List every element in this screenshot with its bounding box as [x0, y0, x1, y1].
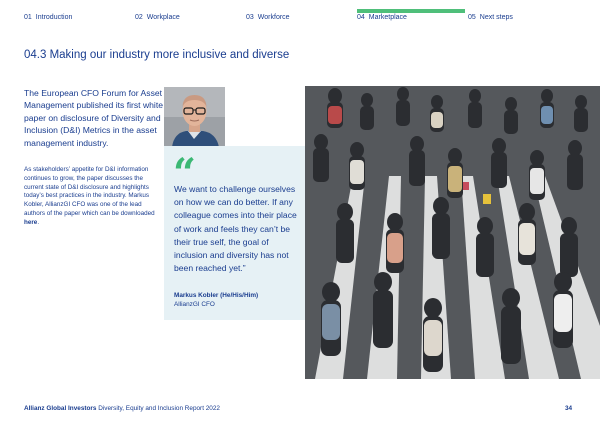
quote-text: We want to challenge ourselves on how we can do better. If any colleague comes into their place of work and feels they can’t be their true self, the goal of inclusion and diversity has not been reached yet.” — [174, 184, 297, 274]
portrait-illustration — [164, 87, 225, 147]
nav-num: 01 — [24, 14, 32, 21]
body-text: As stakeholders’ appetite for D&I information continues to grow, the paper discusses the current state of D&I disclosure and highlights today’s best practices in the industry. Markus Kobler, AllianzGI CFO was one of the lead authors of the paper which can be downloaded — [24, 166, 155, 217]
footer-report-title: Diversity, Equity and Inclusion Report 2022 — [98, 405, 220, 412]
active-section-indicator — [357, 9, 465, 13]
crowd-crossing-photo — [305, 86, 600, 379]
nav-label: Introduction — [35, 14, 73, 21]
quote-author-role: AllianzGI CFO — [174, 301, 215, 308]
portrait-photo — [164, 87, 225, 147]
page-number: 34 — [565, 405, 573, 412]
nav-item-marketplace[interactable] — [357, 14, 407, 21]
quote-mark-icon: “ — [173, 150, 197, 197]
nav-item-workforce[interactable] — [246, 14, 290, 21]
quote-author-name: Markus Kobler (He/His/Him) — [174, 292, 259, 299]
nav-num: 04 — [357, 14, 365, 21]
section-nav — [24, 14, 576, 34]
nav-num: 05 — [468, 14, 476, 21]
nav-item-workplace[interactable] — [135, 14, 180, 21]
nav-label: Workplace — [146, 14, 180, 21]
nav-item-next-steps[interactable] — [468, 14, 513, 21]
footer — [24, 405, 220, 412]
nav-item-introduction[interactable] — [24, 14, 72, 21]
nav-label: Marketplace — [368, 14, 407, 21]
crowd-illustration — [305, 86, 600, 379]
nav-num: 02 — [135, 14, 143, 21]
nav-num: 03 — [246, 14, 254, 21]
footer-brand: Allianz Global Investors — [24, 405, 97, 412]
body-end: . — [37, 218, 40, 226]
quote-panel — [164, 146, 305, 320]
download-link[interactable]: here — [24, 218, 38, 226]
lead-paragraph: The European CFO Forum for Asset Management published its first white paper on disclosure of Diversity and Inclusion (D&I) Metrics in the asset management industry. — [24, 88, 164, 148]
page-title: 04.3 Making our industry more inclusive and diverse — [24, 49, 290, 61]
nav-label: Next steps — [479, 14, 513, 21]
nav-label: Workforce — [257, 14, 290, 21]
body-paragraph — [24, 166, 158, 228]
